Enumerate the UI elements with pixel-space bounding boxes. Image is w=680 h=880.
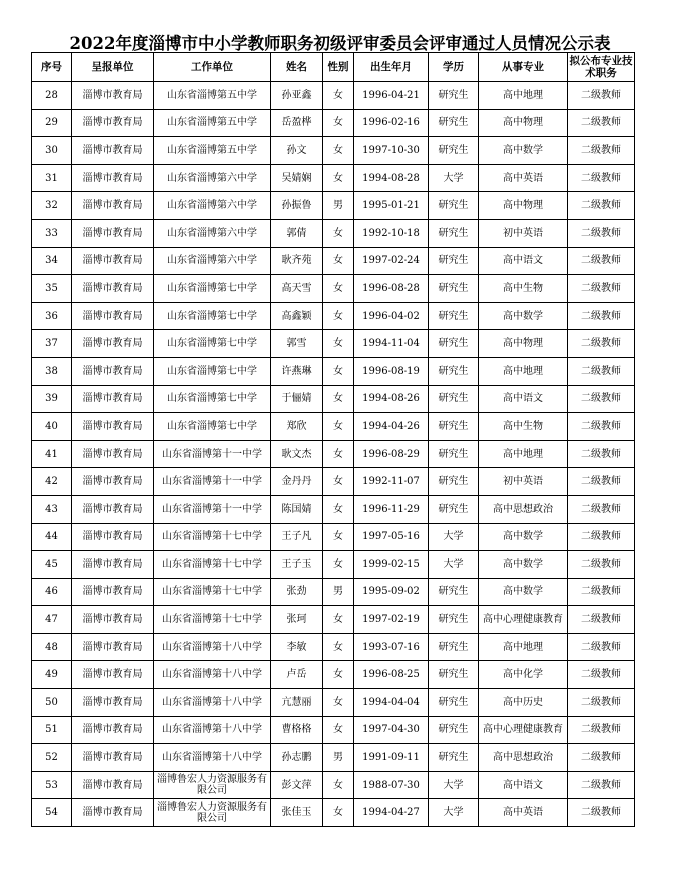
cell-birth-date: 1995-01-21 [354,192,429,220]
roster-table [31,52,635,827]
cell-index: 44 [32,523,72,551]
cell-work-unit: 山东省淄博第六中学 [154,219,271,247]
cell-subject: 高中数学 [479,551,568,579]
cell-birth-date: 1994-11-04 [354,330,429,358]
cell-gender: 女 [323,164,354,192]
cell-gender: 女 [323,633,354,661]
cell-work-unit: 淄博鲁宏人力资源服务有限公司 [154,799,271,827]
cell-title: 二级教师 [568,413,635,441]
cell-name: 郭雪 [271,330,323,358]
cell-work-unit: 山东省淄博第六中学 [154,247,271,275]
cell-name: 耿齐苑 [271,247,323,275]
cell-index: 30 [32,137,72,165]
cell-subject: 高中语文 [479,771,568,799]
cell-index: 46 [32,578,72,606]
cell-reporting-unit: 淄博市教育局 [72,137,154,165]
cell-gender: 女 [323,219,354,247]
table-row [32,247,635,275]
table-row [32,799,635,827]
cell-name: 李敏 [271,633,323,661]
table-row [32,578,635,606]
cell-name: 金丹丹 [271,468,323,496]
table-row [32,689,635,717]
cell-subject: 高中思想政治 [479,495,568,523]
cell-index: 50 [32,689,72,717]
cell-title: 二级教师 [568,771,635,799]
cell-name: 张珂 [271,606,323,634]
cell-index: 36 [32,302,72,330]
cell-work-unit: 山东省淄博第十七中学 [154,523,271,551]
cell-work-unit: 山东省淄博第六中学 [154,164,271,192]
cell-education: 研究生 [429,330,479,358]
cell-name: 王子玉 [271,551,323,579]
cell-reporting-unit: 淄博市教育局 [72,219,154,247]
cell-education: 研究生 [429,82,479,110]
cell-gender: 女 [323,468,354,496]
cell-title: 二级教师 [568,330,635,358]
cell-education: 研究生 [429,357,479,385]
cell-education: 研究生 [429,744,479,772]
cell-index: 52 [32,744,72,772]
cell-index: 33 [32,219,72,247]
cell-gender: 女 [323,247,354,275]
cell-reporting-unit: 淄博市教育局 [72,413,154,441]
cell-work-unit: 山东省淄博第五中学 [154,82,271,110]
cell-index: 51 [32,716,72,744]
cell-gender: 女 [323,799,354,827]
header-birth-date: 出生年月 [354,53,429,82]
header-index: 序号 [32,53,72,82]
cell-education: 研究生 [429,275,479,303]
cell-index: 48 [32,633,72,661]
page-title: 2022年度淄博市中小学教师职务初级评审委员会评审通过人员情况公示表 [69,34,611,53]
table-row [32,771,635,799]
cell-name: 亢慧丽 [271,689,323,717]
cell-education: 研究生 [429,247,479,275]
cell-title: 二级教师 [568,661,635,689]
cell-index: 49 [32,661,72,689]
cell-index: 34 [32,247,72,275]
cell-reporting-unit: 淄博市教育局 [72,771,154,799]
cell-name: 孙振鲁 [271,192,323,220]
cell-subject: 高中化学 [479,661,568,689]
cell-birth-date: 1994-04-04 [354,689,429,717]
cell-gender: 女 [323,440,354,468]
cell-gender: 女 [323,357,354,385]
table-row [32,357,635,385]
cell-name: 高鑫颖 [271,302,323,330]
cell-reporting-unit: 淄博市教育局 [72,192,154,220]
cell-reporting-unit: 淄博市教育局 [72,551,154,579]
cell-title: 二级教师 [568,689,635,717]
cell-name: 孙志鹏 [271,744,323,772]
cell-subject: 初中英语 [479,219,568,247]
cell-work-unit: 山东省淄博第十八中学 [154,633,271,661]
cell-birth-date: 1996-08-19 [354,357,429,385]
cell-index: 43 [32,495,72,523]
table-row [32,385,635,413]
cell-education: 研究生 [429,440,479,468]
table-row [32,633,635,661]
cell-work-unit: 山东省淄博第七中学 [154,330,271,358]
cell-work-unit: 山东省淄博第七中学 [154,275,271,303]
cell-name: 张佳玉 [271,799,323,827]
table-row [32,468,635,496]
cell-birth-date: 1997-10-30 [354,137,429,165]
cell-birth-date: 1996-04-02 [354,302,429,330]
cell-education: 研究生 [429,385,479,413]
cell-gender: 女 [323,302,354,330]
cell-gender: 女 [323,523,354,551]
cell-title: 二级教师 [568,357,635,385]
cell-title: 二级教师 [568,219,635,247]
header-education: 学历 [429,53,479,82]
cell-education: 研究生 [429,302,479,330]
cell-reporting-unit: 淄博市教育局 [72,164,154,192]
cell-gender: 女 [323,771,354,799]
cell-gender: 女 [323,137,354,165]
cell-name: 岳盈桦 [271,109,323,137]
cell-name: 郑欣 [271,413,323,441]
cell-name: 许燕琳 [271,357,323,385]
cell-reporting-unit: 淄博市教育局 [72,606,154,634]
cell-title: 二级教师 [568,495,635,523]
cell-gender: 女 [323,330,354,358]
cell-gender: 女 [323,385,354,413]
cell-reporting-unit: 淄博市教育局 [72,109,154,137]
cell-name: 王子凡 [271,523,323,551]
table-row [32,661,635,689]
cell-work-unit: 山东省淄博第五中学 [154,137,271,165]
cell-title: 二级教师 [568,578,635,606]
cell-name: 郭倩 [271,219,323,247]
cell-title: 二级教师 [568,275,635,303]
cell-title: 二级教师 [568,82,635,110]
cell-name: 彭文萍 [271,771,323,799]
cell-gender: 男 [323,192,354,220]
cell-subject: 高中语文 [479,247,568,275]
cell-subject: 高中数学 [479,302,568,330]
cell-work-unit: 山东省淄博第十七中学 [154,578,271,606]
cell-work-unit: 山东省淄博第五中学 [154,109,271,137]
table-row [32,275,635,303]
cell-subject: 高中物理 [479,109,568,137]
cell-index: 29 [32,109,72,137]
cell-birth-date: 1997-04-30 [354,716,429,744]
cell-education: 大学 [429,551,479,579]
cell-index: 41 [32,440,72,468]
cell-title: 二级教师 [568,523,635,551]
cell-education: 研究生 [429,468,479,496]
cell-gender: 女 [323,495,354,523]
table-row [32,164,635,192]
cell-subject: 高中英语 [479,799,568,827]
cell-reporting-unit: 淄博市教育局 [72,440,154,468]
cell-subject: 高中物理 [479,330,568,358]
cell-education: 研究生 [429,219,479,247]
table-row [32,219,635,247]
cell-reporting-unit: 淄博市教育局 [72,330,154,358]
cell-reporting-unit: 淄博市教育局 [72,799,154,827]
cell-title: 二级教师 [568,468,635,496]
cell-education: 研究生 [429,578,479,606]
cell-birth-date: 1988-07-30 [354,771,429,799]
cell-index: 54 [32,799,72,827]
cell-title: 二级教师 [568,109,635,137]
table-row [32,716,635,744]
cell-reporting-unit: 淄博市教育局 [72,468,154,496]
cell-reporting-unit: 淄博市教育局 [72,495,154,523]
table-row [32,440,635,468]
cell-reporting-unit: 淄博市教育局 [72,578,154,606]
cell-name: 高天雪 [271,275,323,303]
cell-index: 39 [32,385,72,413]
table-row [32,137,635,165]
cell-gender: 女 [323,689,354,717]
cell-work-unit: 山东省淄博第十七中学 [154,606,271,634]
cell-name: 陈国婧 [271,495,323,523]
cell-gender: 女 [323,275,354,303]
cell-work-unit: 山东省淄博第七中学 [154,357,271,385]
cell-work-unit: 山东省淄博第十八中学 [154,689,271,717]
cell-subject: 高中物理 [479,192,568,220]
cell-name: 卢岳 [271,661,323,689]
cell-subject: 高中地理 [479,440,568,468]
header-name: 姓名 [271,53,323,82]
cell-reporting-unit: 淄博市教育局 [72,385,154,413]
cell-index: 45 [32,551,72,579]
cell-gender: 女 [323,661,354,689]
header-reporting-unit: 呈报单位 [72,53,154,82]
table-row [32,413,635,441]
cell-education: 大学 [429,164,479,192]
cell-reporting-unit: 淄博市教育局 [72,744,154,772]
cell-education: 研究生 [429,606,479,634]
table-row [32,606,635,634]
cell-reporting-unit: 淄博市教育局 [72,689,154,717]
cell-subject: 高中地理 [479,357,568,385]
cell-subject: 高中数学 [479,578,568,606]
cell-name: 曹格格 [271,716,323,744]
cell-education: 研究生 [429,633,479,661]
cell-reporting-unit: 淄博市教育局 [72,247,154,275]
cell-work-unit: 山东省淄博第六中学 [154,192,271,220]
cell-birth-date: 1996-08-28 [354,275,429,303]
cell-education: 大学 [429,799,479,827]
cell-title: 二级教师 [568,164,635,192]
cell-education: 研究生 [429,661,479,689]
cell-reporting-unit: 淄博市教育局 [72,275,154,303]
cell-title: 二级教师 [568,716,635,744]
cell-title: 二级教师 [568,247,635,275]
table-row [32,523,635,551]
header-subject: 从事专业 [479,53,568,82]
cell-birth-date: 1994-08-26 [354,385,429,413]
cell-reporting-unit: 淄博市教育局 [72,523,154,551]
cell-subject: 高中数学 [479,137,568,165]
cell-index: 28 [32,82,72,110]
cell-birth-date: 1997-05-16 [354,523,429,551]
cell-work-unit: 淄博鲁宏人力资源服务有限公司 [154,771,271,799]
cell-education: 大学 [429,771,479,799]
cell-subject: 高中数学 [479,523,568,551]
cell-gender: 女 [323,551,354,579]
cell-education: 研究生 [429,495,479,523]
cell-subject: 高中历史 [479,689,568,717]
cell-work-unit: 山东省淄博第七中学 [154,413,271,441]
header-gender: 性别 [323,53,354,82]
table-row [32,551,635,579]
cell-subject: 高中心理健康教育 [479,716,568,744]
cell-birth-date: 1994-04-26 [354,413,429,441]
cell-subject: 高中生物 [479,413,568,441]
cell-title: 二级教师 [568,137,635,165]
table-row [32,192,635,220]
cell-education: 研究生 [429,192,479,220]
cell-index: 38 [32,357,72,385]
cell-education: 研究生 [429,109,479,137]
cell-name: 吴婧娴 [271,164,323,192]
cell-work-unit: 山东省淄博第十七中学 [154,551,271,579]
cell-birth-date: 1994-04-27 [354,799,429,827]
cell-index: 37 [32,330,72,358]
table-row [32,82,635,110]
cell-gender: 男 [323,578,354,606]
cell-name: 张劲 [271,578,323,606]
cell-gender: 女 [323,413,354,441]
table-row [32,744,635,772]
table-row [32,302,635,330]
table-row [32,109,635,137]
cell-birth-date: 1992-11-07 [354,468,429,496]
cell-title: 二级教师 [568,633,635,661]
cell-reporting-unit: 淄博市教育局 [72,716,154,744]
cell-index: 40 [32,413,72,441]
cell-subject: 高中英语 [479,164,568,192]
cell-birth-date: 1996-08-29 [354,440,429,468]
cell-index: 32 [32,192,72,220]
cell-gender: 男 [323,744,354,772]
cell-work-unit: 山东省淄博第十八中学 [154,661,271,689]
roster-body [32,82,635,827]
cell-birth-date: 1991-09-11 [354,744,429,772]
table-row [32,330,635,358]
cell-birth-date: 1993-07-16 [354,633,429,661]
cell-birth-date: 1995-09-02 [354,578,429,606]
cell-index: 35 [32,275,72,303]
cell-reporting-unit: 淄博市教育局 [72,302,154,330]
cell-gender: 女 [323,606,354,634]
cell-title: 二级教师 [568,302,635,330]
cell-title: 二级教师 [568,551,635,579]
cell-education: 研究生 [429,689,479,717]
cell-gender: 女 [323,716,354,744]
cell-reporting-unit: 淄博市教育局 [72,82,154,110]
cell-title: 二级教师 [568,440,635,468]
table-row [32,495,635,523]
cell-work-unit: 山东省淄博第十一中学 [154,468,271,496]
cell-subject: 高中地理 [479,82,568,110]
cell-gender: 女 [323,82,354,110]
cell-work-unit: 山东省淄博第七中学 [154,302,271,330]
cell-subject: 高中地理 [479,633,568,661]
cell-reporting-unit: 淄博市教育局 [72,633,154,661]
cell-education: 研究生 [429,413,479,441]
cell-index: 31 [32,164,72,192]
cell-birth-date: 1992-10-18 [354,219,429,247]
cell-subject: 高中生物 [479,275,568,303]
cell-education: 大学 [429,523,479,551]
cell-index: 47 [32,606,72,634]
cell-reporting-unit: 淄博市教育局 [72,357,154,385]
cell-title: 二级教师 [568,385,635,413]
cell-title: 二级教师 [568,192,635,220]
cell-work-unit: 山东省淄博第十一中学 [154,495,271,523]
cell-subject: 高中思想政治 [479,744,568,772]
cell-index: 53 [32,771,72,799]
cell-work-unit: 山东省淄博第七中学 [154,385,271,413]
cell-work-unit: 山东省淄博第十八中学 [154,744,271,772]
cell-education: 研究生 [429,716,479,744]
cell-reporting-unit: 淄博市教育局 [72,661,154,689]
cell-gender: 女 [323,109,354,137]
cell-work-unit: 山东省淄博第十一中学 [154,440,271,468]
cell-birth-date: 1997-02-24 [354,247,429,275]
cell-title: 二级教师 [568,744,635,772]
cell-birth-date: 1996-04-21 [354,82,429,110]
cell-index: 42 [32,468,72,496]
cell-birth-date: 1999-02-15 [354,551,429,579]
cell-name: 耿文杰 [271,440,323,468]
cell-title: 二级教师 [568,799,635,827]
cell-name: 于俪婧 [271,385,323,413]
header-row [32,53,635,82]
cell-birth-date: 1996-08-25 [354,661,429,689]
cell-title: 二级教师 [568,606,635,634]
cell-education: 研究生 [429,137,479,165]
cell-name: 孙文 [271,137,323,165]
cell-subject: 高中心理健康教育 [479,606,568,634]
cell-birth-date: 1994-08-28 [354,164,429,192]
header-title: 拟公布专业技术职务 [568,53,635,82]
cell-name: 孙亚鑫 [271,82,323,110]
cell-birth-date: 1997-02-19 [354,606,429,634]
cell-work-unit: 山东省淄博第十八中学 [154,716,271,744]
cell-subject: 高中语文 [479,385,568,413]
header-work-unit: 工作单位 [154,53,271,82]
cell-birth-date: 1996-11-29 [354,495,429,523]
cell-subject: 初中英语 [479,468,568,496]
cell-birth-date: 1996-02-16 [354,109,429,137]
